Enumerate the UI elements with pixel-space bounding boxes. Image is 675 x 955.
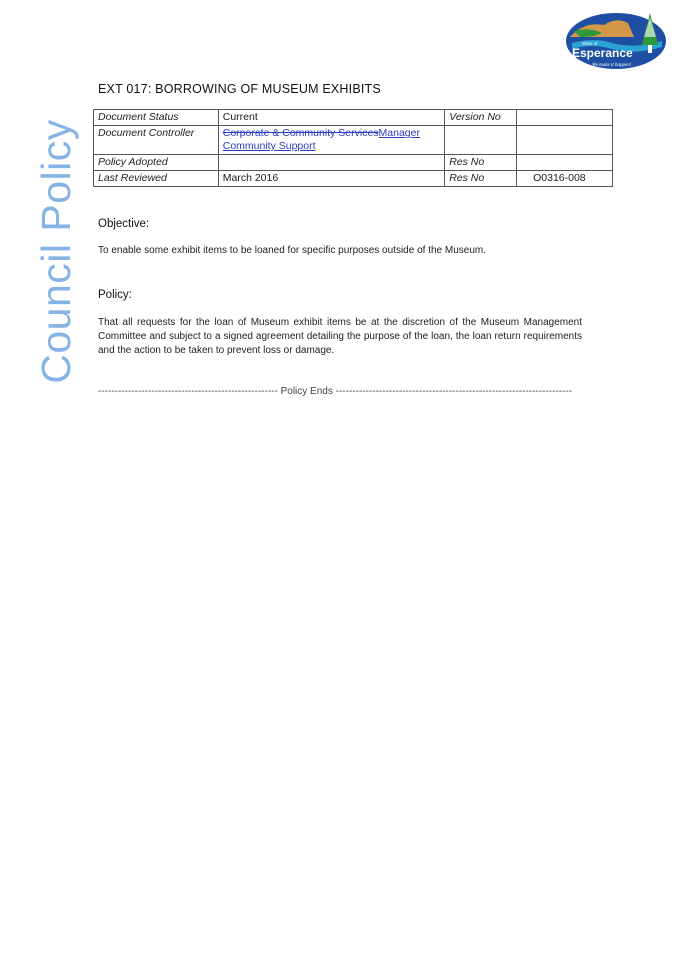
objective-text: To enable some exhibit items to be loaned for specific purposes outside of the Museum. [98, 245, 486, 256]
shire-logo-graphic [564, 7, 674, 73]
res-no-value [517, 155, 613, 171]
policy-text: That all requests for the loan of Museum exhibit items be at the discretion of the Museum Management Committee and subject to a signed agreement detailing the purpose of the loan, the loan return requirements and the action to be taken to prevent loss or damage. [98, 317, 582, 356]
version-label: Version No [445, 110, 517, 126]
res-no-label-2: Res No [445, 171, 517, 187]
res-no-label: Res No [445, 155, 517, 171]
controller-extra-label [445, 126, 517, 155]
document-meta-table [93, 109, 613, 187]
policy-ends-line: ------------------------------------------------------ Policy Ends ----------------------------------------------------------------------- [98, 386, 573, 397]
objective-heading: Objective: [98, 218, 150, 230]
version-value [517, 110, 613, 126]
reviewed-value: March 2016 [218, 171, 444, 187]
table-row [94, 126, 613, 155]
controller-struck-text: Corporate & Community Services [222, 127, 379, 139]
controller-extra-value [517, 126, 613, 155]
res-no-value-2: O0316-008 [517, 171, 613, 187]
adopted-value [218, 155, 444, 171]
policy-heading: Policy: [98, 289, 132, 301]
council-policy-banner [32, 118, 79, 384]
controller-value [218, 126, 444, 155]
table-row [94, 110, 613, 126]
logo-line1: Shire of [582, 41, 598, 46]
reviewed-label: Last Reviewed [94, 171, 219, 187]
table-row [94, 155, 613, 171]
status-value: Current [218, 110, 444, 126]
council-policy-label: Council Policy [32, 118, 79, 384]
shire-logo [564, 7, 674, 73]
status-label: Document Status [94, 110, 219, 126]
logo-line2: Esperance [572, 46, 633, 60]
controller-label: Document Controller [94, 126, 219, 155]
document-title: EXT 017: BORROWING OF MUSEUM EXHIBITS [98, 82, 381, 96]
table-row [94, 171, 613, 187]
controller-inserted-text: Manager Community Support [222, 127, 420, 152]
adopted-label: Policy Adopted [94, 155, 219, 171]
logo-tagline: We make it happen! [592, 63, 632, 68]
